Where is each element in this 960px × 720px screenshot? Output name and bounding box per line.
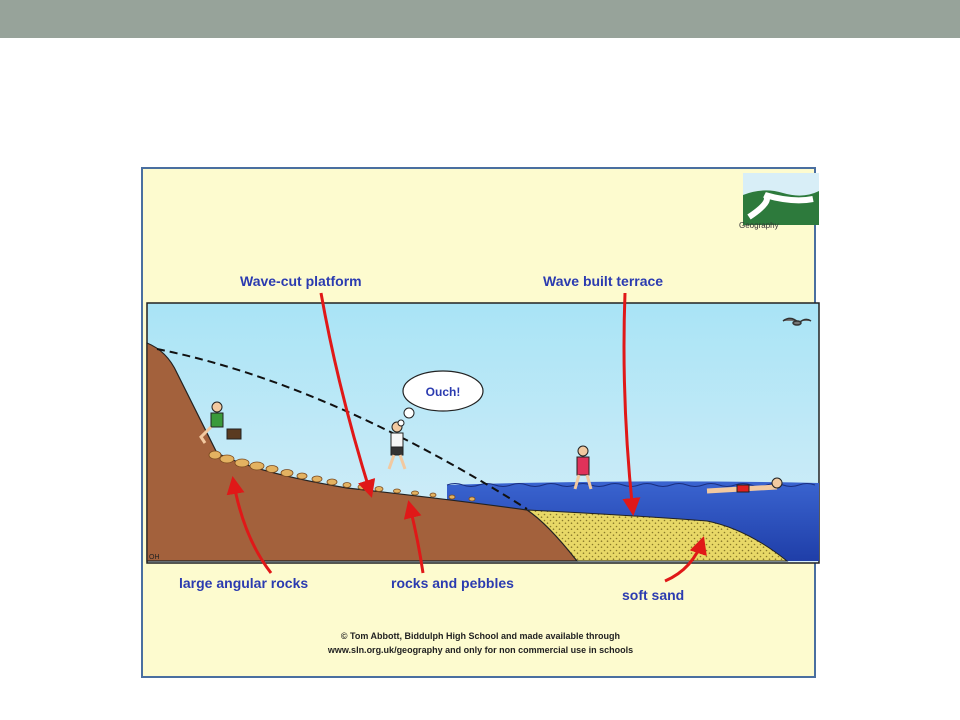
diagram-card xyxy=(141,167,816,678)
copyright-line-1: © Tom Abbott, Biddulph High School and made available through xyxy=(340,631,621,641)
header-bar xyxy=(0,0,960,38)
label-rocks-and-pebbles: rocks and pebbles xyxy=(391,575,514,591)
copyright-line-2: www.sln.org.uk/geography and only for non commercial use in schools xyxy=(327,645,634,655)
label-wave-cut-platform: Wave-cut platform xyxy=(240,273,362,289)
label-large-angular-rocks: large angular rocks xyxy=(179,575,309,591)
speech-text: Ouch! xyxy=(425,385,461,399)
coastal-scene xyxy=(147,303,819,563)
geography-logo xyxy=(743,173,819,225)
artist-signature: OH xyxy=(149,554,160,561)
logo-caption: Geography xyxy=(739,221,779,230)
label-soft-sand: soft sand xyxy=(622,587,685,603)
label-wave-built-terrace: Wave built terrace xyxy=(543,273,664,289)
